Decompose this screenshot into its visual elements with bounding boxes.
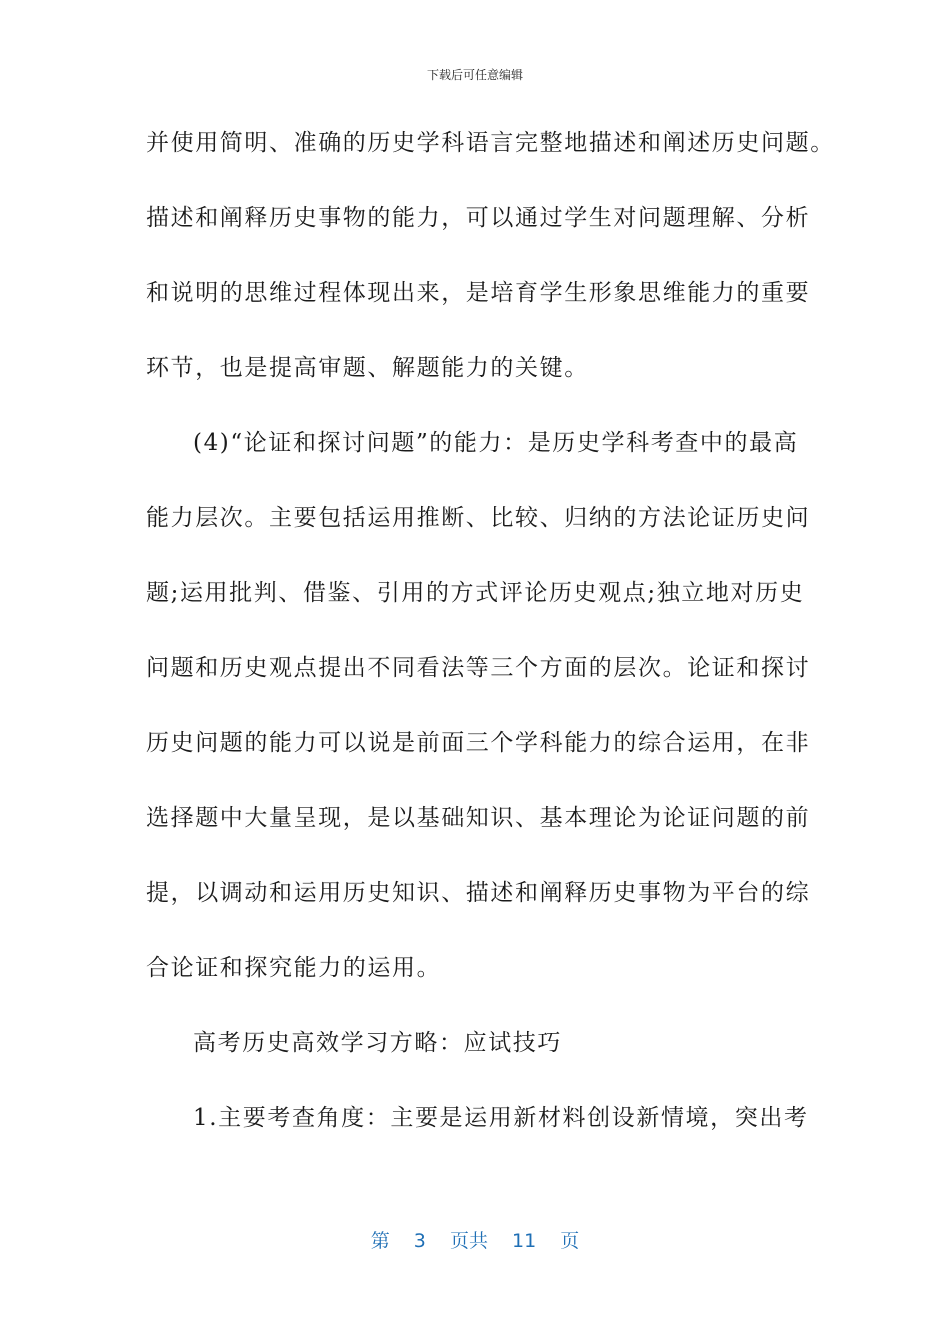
page-footer (0, 1226, 950, 1253)
text-line: 合论证和探究能力的运用。 (146, 955, 442, 981)
text-line: 提，以调动和运用历史知识、描述和阐释历史事物为平台的综 (146, 880, 811, 906)
paragraph-start-line: 1.主要考查角度：主要是运用新材料创设新情境，突出考 (193, 1105, 809, 1131)
text-line: 描述和阐释历史事物的能力，可以通过学生对问题理解、分析 (146, 205, 811, 231)
text-line: 历史问题的能力可以说是前面三个学科能力的综合运用，在非 (146, 730, 811, 756)
footer-page-number: 3 (413, 1230, 426, 1252)
text-line: 能力层次。主要包括运用推断、比较、归纳的方法论证历史问 (146, 505, 811, 531)
footer-middle: 页共 (449, 1230, 488, 1252)
footer-total-pages: 11 (512, 1230, 537, 1252)
footer-prefix: 第 (370, 1230, 390, 1252)
paragraph-start-line: (4)“论证和探讨问题”的能力：是历史学科考查中的最高 (193, 430, 799, 456)
text-line: 和说明的思维过程体现出来，是培育学生形象思维能力的重要 (146, 280, 811, 306)
text-line: 并使用简明、准确的历史学科语言完整地描述和阐述历史问题。 (146, 130, 835, 156)
text-line: 环节，也是提高审题、解题能力的关键。 (146, 355, 589, 381)
footer-suffix: 页 (560, 1230, 580, 1252)
page-header: 下载后可任意编辑 (426, 68, 523, 82)
text-line: 选择题中大量呈现，是以基础知识、基本理论为论证问题的前 (146, 805, 811, 831)
document-body (146, 123, 835, 1173)
text-line: 问题和历史观点提出不同看法等三个方面的层次。论证和探讨 (146, 655, 811, 681)
text-line: 题;运用批判、借鉴、引用的方式评论历史观点;独立地对历史 (146, 580, 805, 606)
section-heading: 高考历史高效学习方略：应试技巧 (193, 1030, 562, 1056)
